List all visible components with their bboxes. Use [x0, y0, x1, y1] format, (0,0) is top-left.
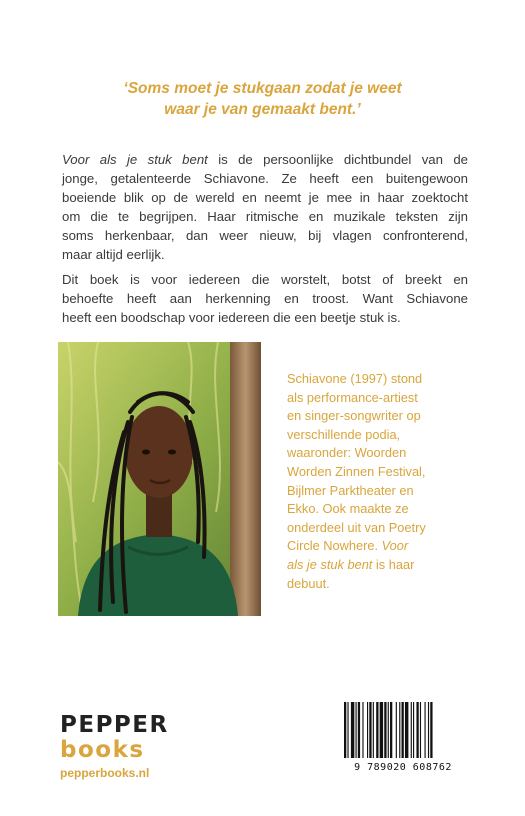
- barcode-bar: [356, 702, 357, 758]
- barcode-bar: [420, 702, 421, 758]
- isbn-number: 9 789020 608762: [354, 762, 452, 773]
- barcode-bar: [376, 702, 378, 758]
- author-photo: [58, 342, 261, 616]
- bio-book-title: Voor: [381, 538, 409, 554]
- description-line: Dit boek is voor iedereen die worstelt, botst of breekt en: [62, 272, 468, 287]
- bio-line: Schiavone (1997) stond: [287, 371, 423, 386]
- barcode-bar: [402, 702, 404, 758]
- barcode-bar: [390, 702, 392, 758]
- publisher-name-bottom: books: [60, 737, 145, 763]
- barcode-bar: [362, 702, 363, 758]
- author-bio: [287, 370, 472, 593]
- barcode-bar: [369, 702, 371, 758]
- barcode-bar: [396, 702, 397, 758]
- barcode-bar: [399, 702, 400, 758]
- description-line: behoefte heeft aan herkenning en troost. Want Schiavone: [62, 291, 468, 306]
- barcode-bar: [344, 702, 346, 758]
- author-photo-illustration: [58, 342, 261, 616]
- publisher-logo: [60, 712, 190, 780]
- barcode-bar: [358, 702, 360, 758]
- description-line: om die te begrijpen. Haar ritmische en muzikale teksten zijn: [62, 209, 468, 224]
- bio-line: Worden Zinnen Festival,: [287, 463, 426, 479]
- bio-book-title: als je stuk bent: [287, 556, 373, 572]
- bio-line: als je stuk bent is haar: [287, 556, 415, 572]
- barcode-bar: [388, 702, 389, 758]
- description-paragraph-1: [62, 150, 468, 264]
- barcode-bar: [373, 702, 374, 758]
- description-line: heeft een boodschap voor iedereen die een beetje stuk is.: [62, 310, 401, 325]
- publisher-name-top: PEPPER: [60, 712, 169, 738]
- bio-line: als performance-artiest: [287, 389, 418, 405]
- barcode-bar: [347, 702, 348, 758]
- description-paragraph-2: [62, 270, 468, 327]
- description-line: jonge, getalenteerde Schiavone. Ze heeft een buitengewoon: [62, 171, 468, 186]
- bio-line: Ekko. Ook maakte ze: [287, 501, 409, 517]
- bio-line: Bijlmer Parktheater en: [287, 482, 414, 498]
- description-line: maar altijd eerlijk.: [62, 247, 165, 262]
- description-line: Voor als je stuk bent is de persoonlijke dichtbundel van de: [62, 152, 468, 167]
- quote-line-1: ‘Soms moet je stukgaan zodat je weet: [123, 80, 402, 97]
- book-title: Voor als je stuk bent: [62, 152, 208, 167]
- barcode-bar: [380, 702, 383, 758]
- description-line: boeiende blik op de wereld en neemt je mee in haar zoektocht: [62, 190, 468, 205]
- barcode-bar: [405, 702, 408, 758]
- barcode-bars: [338, 700, 468, 760]
- barcode-bar: [411, 702, 412, 758]
- barcode-bar: [425, 702, 426, 758]
- barcode-bar: [416, 702, 418, 758]
- barcode-bar: [428, 702, 429, 758]
- publisher-url: pepperbooks.nl: [60, 766, 150, 780]
- bio-line: waaronder: Woorden: [287, 445, 407, 461]
- bio-line: en singer-songwriter op: [287, 408, 421, 424]
- isbn-barcode: [338, 700, 468, 775]
- barcode-bar: [413, 702, 414, 758]
- quote-line-2: waar je van gemaakt bent.’: [164, 101, 361, 118]
- barcode-bar: [430, 702, 432, 758]
- barcode-bar: [351, 702, 354, 758]
- pull-quote: [50, 78, 475, 120]
- bio-line: onderdeel uit van Poetry: [287, 519, 426, 535]
- barcode-bar: [367, 702, 368, 758]
- bio-line: Circle Nowhere. Voor: [287, 538, 409, 554]
- bio-line: debuut.: [287, 575, 330, 591]
- bio-line: verschillende podia,: [287, 426, 401, 442]
- barcode-bar: [384, 702, 386, 758]
- description-line: soms herkenbaar, dan weer nieuw, bij vlagen confronterend,: [62, 228, 468, 243]
